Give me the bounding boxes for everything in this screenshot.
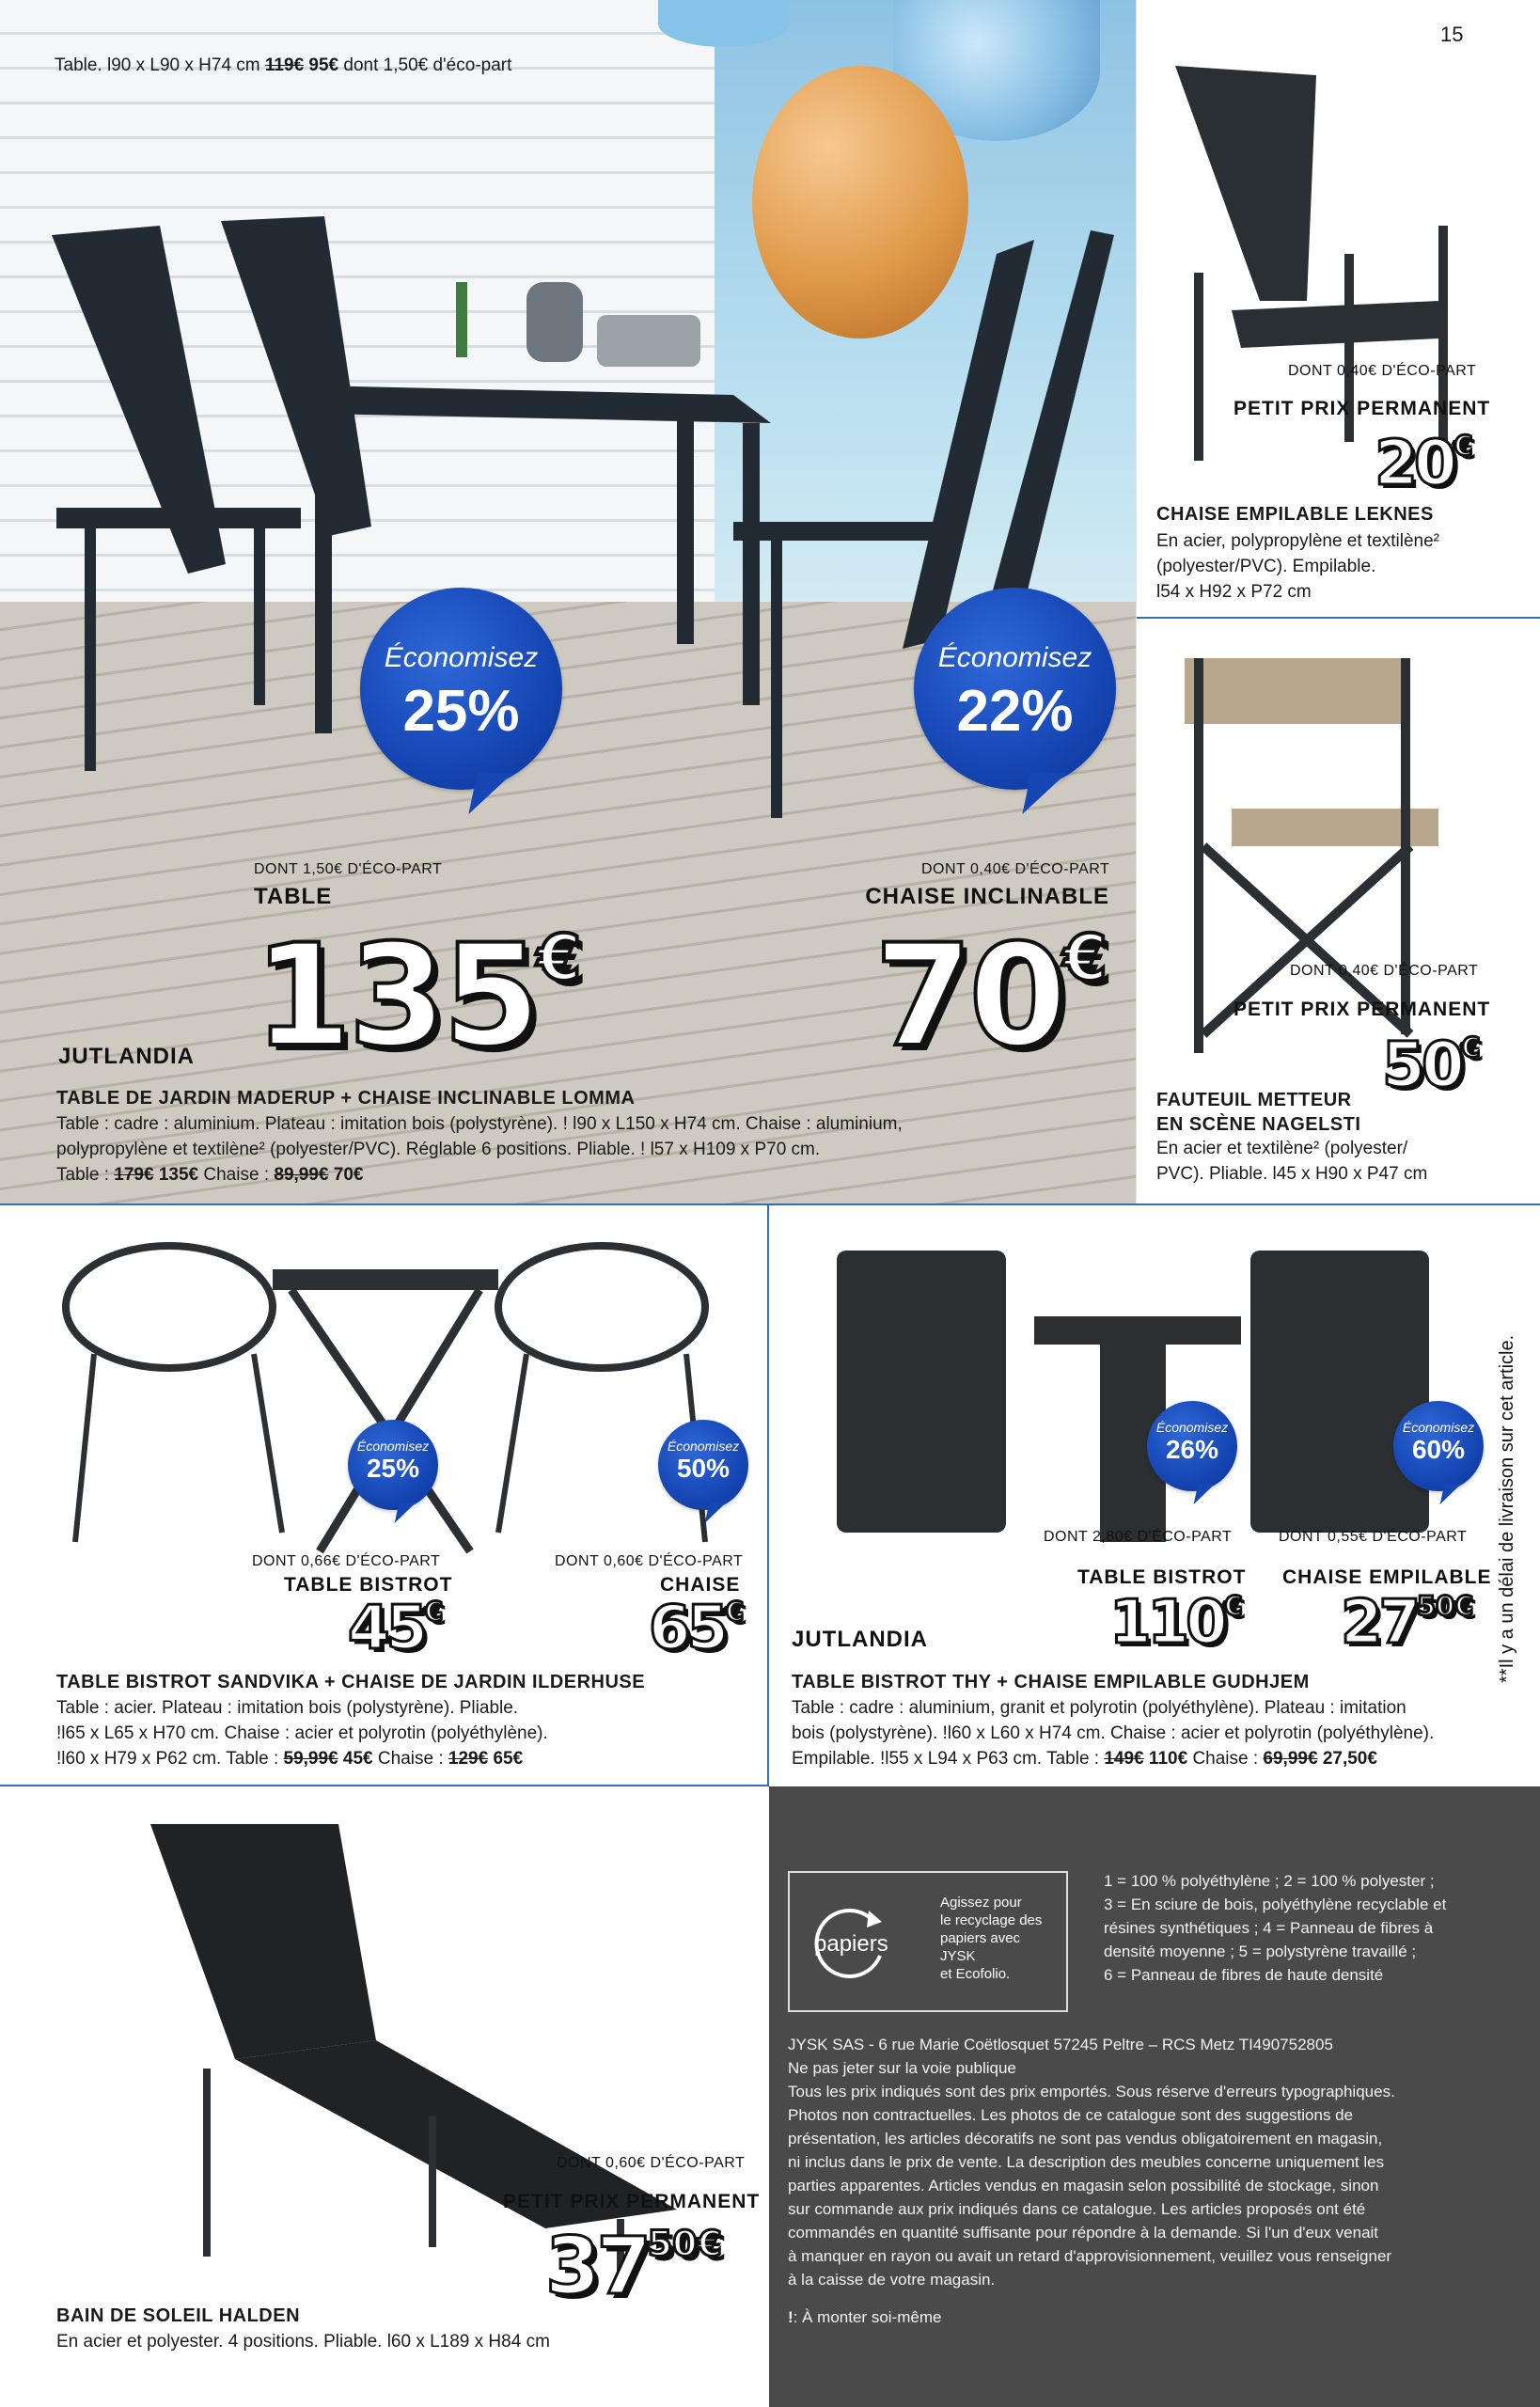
desc-text: l60 x H79 x P62 cm. <box>61 1749 222 1769</box>
eco-part-chair: DONT 0,40€ D'ÉCO-PART <box>921 861 1110 877</box>
label: Table : <box>56 1165 109 1185</box>
desc-line: Table : acier. Plateau : imitation bois (polystyrène). Pliable. <box>56 1698 519 1718</box>
desc-text: l55 x L94 x P63 cm. <box>885 1749 1043 1769</box>
desc-line <box>792 1746 1525 1771</box>
lounger-back <box>150 1824 376 2059</box>
desc-text: l60 x L60 x H74 cm. Chaise : acier et polyrotin (polyéthylène). <box>947 1723 1435 1743</box>
title-line: EN SCÈNE NAGELSTI <box>1156 1114 1361 1135</box>
column-divider <box>1136 0 1137 1204</box>
desc-text: l90 x L150 x H74 cm. Chaise : aluminium, <box>573 1114 903 1134</box>
note-line: Agissez pour <box>940 1895 1022 1911</box>
eco-part-table: DONT 1,50€ D'ÉCO-PART <box>254 861 443 877</box>
chair-back-left-2 <box>221 216 371 536</box>
product-label-table: TABLE BISTROT <box>284 1574 453 1596</box>
note-line: papiers avec <box>940 1930 1021 1946</box>
assembly-icon: ! <box>56 1749 62 1769</box>
savings-bubble-chair <box>1393 1401 1484 1491</box>
savings-value: 25% <box>366 1454 420 1483</box>
savings-value: 26% <box>1165 1435 1219 1464</box>
price-value: 135 <box>254 915 538 1078</box>
legal-line: Photos non contractuelles. Les photos de ce catalogue sont des suggestions de <box>788 2106 1354 2124</box>
eco-part: DONT 0,40€ D'ÉCO-PART <box>1288 363 1477 379</box>
chair-leg <box>498 1354 526 1533</box>
eco-part: DONT 0,40€ D'ÉCO-PART <box>1290 963 1479 979</box>
price-value: 45 <box>348 1594 425 1663</box>
sandvika-set-photo <box>56 1232 715 1561</box>
new-price: 27,50€ <box>1322 1749 1377 1769</box>
divider <box>769 1204 1540 1205</box>
desc-line <box>56 1111 1128 1137</box>
currency-symbol: € <box>1454 1590 1474 1622</box>
materials-legend <box>1104 1869 1517 1987</box>
eco-part-table: DONT 0,66€ D'ÉCO-PART <box>252 1553 441 1569</box>
desc-text: bois (polystyrène). <box>792 1723 938 1743</box>
planter <box>597 315 700 367</box>
chair-seat <box>1232 301 1438 348</box>
legal-line: parties apparentes. Articles vendus en magasin selon possibilité de stockage, sinon <box>788 2177 1379 2195</box>
chair-seat-left <box>56 508 301 528</box>
legal-line: Ne pas jeter sur la voie publique <box>788 2059 1016 2077</box>
legend-line: 3 = En sciure de bois, polyéthylène recyclable et <box>1104 1896 1447 1913</box>
lantern <box>526 282 583 362</box>
product-label-chair: CHAISE EMPILABLE <box>1282 1566 1492 1588</box>
assembly-note-text: : À monter soi-même <box>793 2308 942 2326</box>
currency-symbol: € <box>1223 1590 1243 1622</box>
desc-text: l65 x L65 x H70 cm. Chaise : acier et polyrotin (polyéthylène). <box>61 1723 548 1743</box>
product-description: En acier et polyester. 4 positions. Pliable. l60 x L189 x H84 cm <box>56 2332 550 2352</box>
divider <box>767 1204 769 1786</box>
label: Table : <box>1046 1749 1100 1769</box>
title-line: FAUTEUIL METTEUR <box>1156 1090 1352 1110</box>
old-price: 59,99€ <box>283 1749 338 1769</box>
assembly-icon: ! <box>880 1749 886 1769</box>
savings-value: 50% <box>676 1454 731 1483</box>
chair-frame <box>1194 658 1203 1053</box>
product-label-table: TABLE <box>254 884 333 909</box>
chair-seat-right <box>733 522 959 541</box>
chair-shell <box>498 1246 705 1368</box>
legend-line: densité moyenne ; 5 = polystyrène travaillé ; <box>1104 1943 1417 1960</box>
divider <box>0 1785 769 1786</box>
price-chair <box>874 915 1108 1078</box>
table-leg <box>677 418 694 644</box>
product-description <box>56 1695 548 1771</box>
chair-leg <box>1194 273 1203 461</box>
table-top <box>310 385 771 423</box>
chair-leg <box>85 527 96 771</box>
cents: 50 <box>1417 1590 1455 1622</box>
old-price: 89,99€ <box>274 1165 329 1185</box>
divider <box>1136 617 1540 619</box>
price-value: 37 <box>545 2220 648 2312</box>
paper-logo-text: papiers <box>814 1931 888 1957</box>
desc-line: En acier et textilène² (polyester/ <box>1156 1139 1408 1158</box>
price-value: 65 <box>649 1594 726 1663</box>
assembly-legend <box>788 2305 941 2329</box>
desc-line: PVC). Pliable. l45 x H90 x P47 cm <box>1156 1164 1428 1184</box>
legal-line: Tous les prix indiqués sont des prix emportés. Sous réserve d'erreurs typographiques. <box>788 2083 1395 2100</box>
currency-symbol: € <box>424 1596 444 1628</box>
currency-symbol: € <box>697 2223 722 2264</box>
savings-bubble-table <box>348 1420 438 1510</box>
new-price: 70€ <box>333 1165 364 1185</box>
currency-symbol: € <box>725 1596 745 1628</box>
savings-bubble-table <box>1147 1401 1237 1491</box>
old-price: 179€ <box>114 1165 154 1185</box>
new-price: 95€ <box>308 55 339 75</box>
eco-part-table: DONT 2,80€ D'ÉCO-PART <box>1044 1529 1233 1545</box>
permanent-price-tag: PETIT PRIX PERMANENT <box>1234 398 1491 419</box>
old-price: 69,99€ <box>1263 1749 1318 1769</box>
cents: 50 <box>647 2223 698 2264</box>
savings-value: 25% <box>402 679 520 744</box>
legal-text <box>788 2033 1531 2291</box>
assembly-icon: ! <box>788 2308 794 2326</box>
legal-line: présentation, les articles décoratifs ne sont pas vendus obligatoirement en magasin, <box>788 2130 1383 2147</box>
price-table <box>1109 1588 1243 1658</box>
product-description <box>1156 528 1439 605</box>
desc-text: Empilable. <box>792 1749 875 1769</box>
price-value: 27 <box>1341 1588 1418 1658</box>
product-description <box>1156 1136 1427 1187</box>
new-price: 45€ <box>342 1749 373 1769</box>
eco-part-chair: DONT 0,55€ D'ÉCO-PART <box>1279 1529 1468 1545</box>
product-description <box>792 1695 1525 1771</box>
desc-line: (polyester/PVC). Empilable. <box>1156 557 1376 576</box>
info-panel <box>769 1786 1540 2407</box>
desc-line <box>792 1721 1525 1746</box>
assembly-icon: ! <box>942 1723 948 1743</box>
desc-line: En acier, polypropylène et textilène² <box>1156 531 1440 551</box>
assembly-icon: ! <box>640 1140 646 1159</box>
chair-wicker <box>1250 1251 1429 1533</box>
desc-text: l57 x H109 x P70 cm. <box>650 1140 821 1159</box>
price <box>1375 427 1473 499</box>
bottle <box>456 282 467 357</box>
savings-label: Économisez <box>1155 1420 1229 1435</box>
eco-part-chair: DONT 0,60€ D'ÉCO-PART <box>555 1553 744 1569</box>
desc-line <box>56 1746 548 1771</box>
chair-leg <box>75 1354 94 1542</box>
savings-label: Économisez <box>384 642 539 673</box>
halden-lounger-photo <box>94 1815 696 2285</box>
price-value: 50 <box>1382 1029 1461 1101</box>
currency-symbol: € <box>1062 920 1108 995</box>
legend-line: 6 = Panneau de fibres de haute densité <box>1104 1966 1384 1984</box>
price-chair <box>649 1594 745 1663</box>
legal-line: sur commande aux prix indiqués dans ce catalogue. Les articles proposés ont été <box>788 2200 1366 2218</box>
currency-symbol: € <box>1460 1031 1481 1064</box>
desc-text: polypropylène et textilène² (polyester/PVC). Réglable 6 positions. Pliable. <box>56 1140 636 1159</box>
recycling-box <box>788 1871 1068 2012</box>
price-value: 20 <box>1375 427 1454 499</box>
hero-top-note <box>55 53 511 78</box>
assembly-icon: ! <box>56 1723 62 1743</box>
price-value: 70 <box>874 915 1063 1078</box>
price-value: 110 <box>1109 1588 1224 1658</box>
price-cents <box>648 2223 722 2264</box>
product-label-chair: CHAISE INCLINABLE <box>865 884 1109 909</box>
chair-leg <box>254 527 265 705</box>
chair-leg <box>771 536 782 818</box>
savings-label: Économisez <box>937 642 1092 673</box>
page-number: 15 <box>1440 23 1464 46</box>
table-top <box>273 1269 498 1290</box>
desc-line <box>56 1137 1128 1162</box>
savings-value: 22% <box>956 679 1074 744</box>
legal-line: à manquer en rayon ou avait un retard d'approvisionnement, veuillez vous renseigner <box>788 2247 1392 2265</box>
label: Table : <box>226 1749 279 1769</box>
chair-wicker <box>837 1251 1006 1533</box>
product-title: TABLE BISTROT SANDVIKA + CHAISE DE JARDIN ILDERHUSE <box>56 1672 646 1692</box>
old-price: 119€ <box>264 55 305 75</box>
price <box>1382 1029 1481 1101</box>
label: Chaise : <box>377 1749 444 1769</box>
savings-value: 60% <box>1411 1435 1466 1464</box>
table-leg <box>315 414 332 733</box>
legal-line: commandés en quantité suffisante pour répondre à la demande. Si l'un d'eux venait <box>788 2224 1379 2242</box>
savings-label: Économisez <box>1402 1420 1475 1435</box>
paper-note <box>940 1894 1042 1983</box>
product-label-chair: CHAISE <box>660 1574 741 1596</box>
legal-line: ni inclus dans le prix de vente. La description des meubles concerne uniquement les <box>788 2153 1385 2171</box>
product-title: BAIN DE SOLEIL HALDEN <box>56 2305 301 2326</box>
price <box>545 2220 722 2312</box>
table-leg <box>743 423 760 705</box>
old-price: 149€ <box>1104 1749 1144 1769</box>
new-price: 65€ <box>493 1749 524 1769</box>
legend-line: résines synthétiques ; 4 = Panneau de fibres à <box>1104 1919 1434 1937</box>
permanent-price-tag: PETIT PRIX PERMANENT <box>503 2191 761 2212</box>
product-title: TABLE BISTROT THY + CHAISE EMPILABLE GUDHJEM <box>792 1672 1310 1692</box>
thy-set-photo <box>818 1241 1476 1551</box>
legal-line: à la caisse de votre magasin. <box>788 2271 996 2289</box>
assembly-icon: ! <box>562 1114 568 1134</box>
chair-back <box>1175 66 1316 301</box>
divider <box>0 1204 769 1205</box>
eco-part: DONT 0,60€ D'ÉCO-PART <box>557 2155 746 2171</box>
note-line: JYSK <box>940 1948 976 1964</box>
new-price: 110€ <box>1148 1749 1188 1769</box>
legal-line: JYSK SAS - 6 rue Marie Coëtlosquet 57245 Peltre – RCS Metz TI490752805 <box>788 2036 1333 2053</box>
table-dimensions: Table. l90 x L90 x H74 cm <box>55 55 260 75</box>
product-label-table: TABLE BISTROT <box>1077 1566 1247 1588</box>
desc-line: l54 x H92 x P72 cm <box>1156 582 1312 602</box>
desc-line: Table : cadre : aluminium, granit et polyrotin (polyéthylène). Plateau : imitation <box>792 1698 1406 1718</box>
price-table <box>254 915 582 1078</box>
delivery-delay-note: **Il y a un délai de livraison sur cet article. <box>1497 1334 1517 1683</box>
price-cents <box>1417 1590 1473 1622</box>
note-line: et Ecofolio. <box>940 1966 1011 1982</box>
brand-logo: JUTLANDIA <box>58 1044 195 1069</box>
legend-line: 1 = 100 % polyéthylène ; 2 = 100 % polyester ; <box>1104 1872 1435 1890</box>
chair-shell <box>66 1246 273 1368</box>
eco-part-note: dont 1,50€ d'éco-part <box>343 55 512 75</box>
product-title: TABLE DE JARDIN MADERUP + CHAISE INCLINABLE LOMMA <box>56 1088 636 1109</box>
product-title <box>1156 1088 1360 1137</box>
label: Chaise : <box>203 1165 270 1185</box>
product-title: CHAISE EMPILABLE LEKNES <box>1156 504 1434 525</box>
label: Chaise : <box>1192 1749 1259 1769</box>
currency-symbol: € <box>1453 430 1473 463</box>
savings-label: Économisez <box>356 1439 430 1454</box>
chair-leg <box>254 1354 282 1533</box>
brand-logo: JUTLANDIA <box>792 1627 928 1652</box>
table-top <box>1034 1316 1241 1345</box>
savings-bubble-chair <box>914 588 1116 790</box>
chair-back <box>1185 658 1401 724</box>
desc-text: Table : cadre : aluminium. Plateau : imitation bois (polystyrène). <box>56 1114 558 1134</box>
permanent-price-tag: PETIT PRIX PERMANENT <box>1234 999 1491 1020</box>
price-table <box>348 1594 444 1663</box>
savings-bubble-table <box>360 588 562 790</box>
note-line: le recyclage des <box>940 1912 1043 1928</box>
currency-symbol: € <box>537 920 582 995</box>
savings-bubble-chair <box>658 1420 748 1510</box>
savings-label: Économisez <box>667 1439 740 1454</box>
new-price: 135€ <box>158 1165 199 1185</box>
price-chair <box>1341 1588 1474 1658</box>
price-line <box>56 1162 1128 1188</box>
desc-line <box>56 1721 548 1746</box>
product-description <box>56 1111 1128 1188</box>
old-price: 129€ <box>448 1749 489 1769</box>
